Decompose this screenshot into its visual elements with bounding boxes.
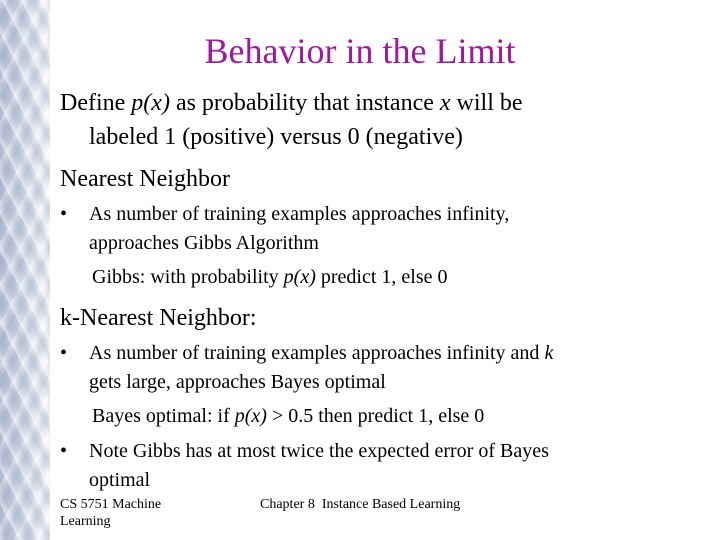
definition-text: as probability that instance — [169, 90, 440, 116]
px-term: p(x) — [283, 266, 316, 288]
x-term: x — [439, 90, 451, 116]
bullet-icon: • — [60, 342, 68, 364]
bayes-text: > 0.5 then predict 1, else 0 — [266, 405, 485, 427]
footer-course — [60, 496, 161, 530]
definition-line-2: labeled 1 (positive) versus 0 (negative) — [89, 124, 463, 150]
knn-text: As number of training examples approaches infinity and — [89, 342, 545, 364]
gibbs-text: predict 1, else 0 — [315, 266, 448, 288]
k-term: k — [544, 342, 554, 364]
knn-heading: k-Nearest Neighbor: — [60, 305, 257, 331]
knn-bullet-line-1 — [89, 342, 553, 365]
nn-heading: Nearest Neighbor — [60, 166, 230, 192]
knn-bullet-line-2: gets large, approaches Bayes optimal — [89, 371, 386, 393]
footer-course-line-1: CS 5751 Machine — [60, 497, 162, 512]
definition-text: will be — [450, 90, 523, 116]
bayes-definition — [92, 405, 484, 428]
definition-text: Define — [60, 90, 132, 116]
nn-bullet-line-1: As number of training examples approaches infinity, — [89, 203, 510, 225]
px-term: p(x) — [234, 405, 267, 427]
note-line-1: Note Gibbs has at most twice the expected error of Bayes — [89, 440, 549, 462]
slide-title: Behavior in the Limit — [204, 31, 516, 71]
note-line-2: optimal — [89, 469, 151, 491]
definition-line-1 — [60, 90, 523, 117]
footer-chapter: Chapter 8 Instance Based Learning — [260, 497, 461, 512]
gibbs-text: Gibbs: with probability — [92, 266, 284, 288]
bayes-text: Bayes optimal: if — [92, 405, 235, 427]
gibbs-definition — [92, 266, 448, 289]
nn-bullet-line-2: approaches Gibbs Algorithm — [89, 232, 319, 254]
footer-course-line-2: Learning — [60, 514, 111, 529]
px-term: p(x) — [131, 90, 170, 116]
bullet-icon: • — [60, 440, 68, 462]
marble-background-strip — [0, 0, 50, 540]
bullet-icon: • — [60, 203, 68, 225]
